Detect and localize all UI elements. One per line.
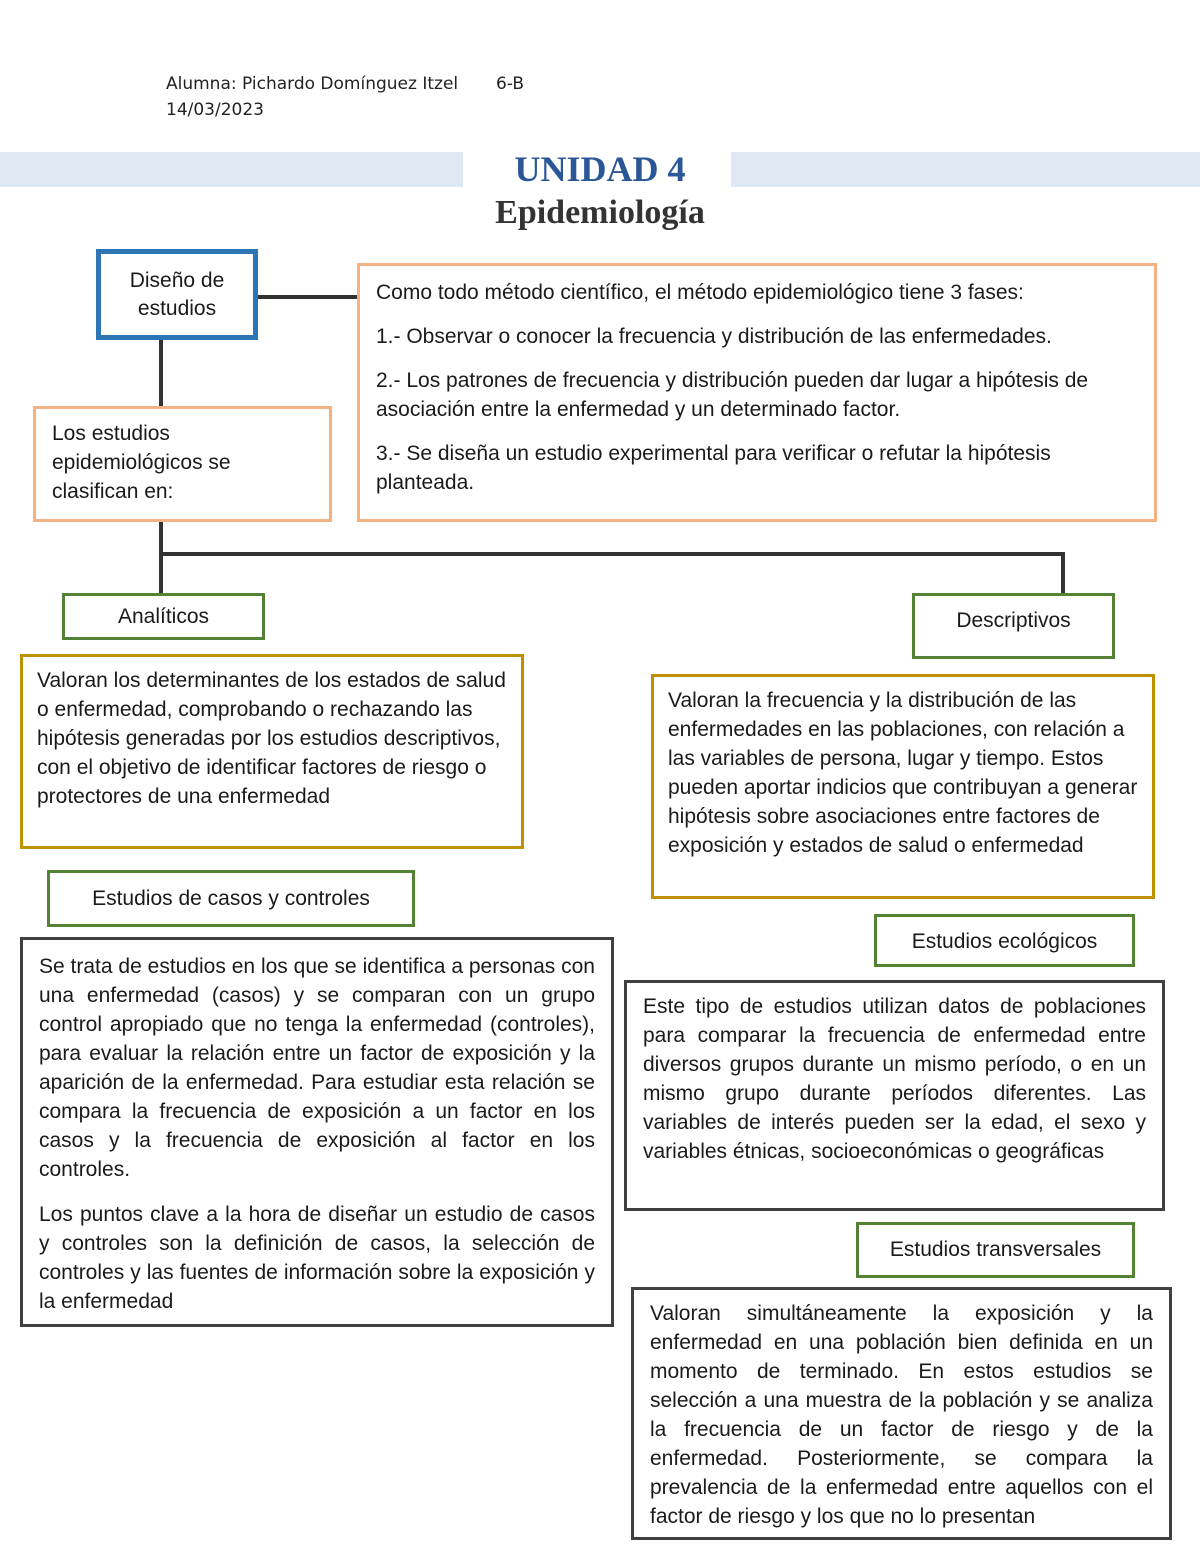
- ecological-label: Estudios ecológicos: [911, 930, 1098, 953]
- case-control-desc-2: Los puntos clave a la hora de diseñar un estudio de casos y controles son la definición de casos, la selección de controles y las fuentes de información sobre la exposición y la enfermedad: [39, 1203, 595, 1313]
- connector-design-classify: [159, 337, 163, 407]
- connector-branch-horizontal: [159, 552, 1064, 556]
- connector-classify-analytic: [159, 520, 163, 594]
- descriptive-label: Descriptivos: [956, 609, 1071, 632]
- student-group: 6-B: [496, 74, 525, 94]
- descriptive-desc: Valoran la frecuencia y la distribución de las enfermedades en las poblaciones, con relación a las variables de persona, lugar y tiempo. Estos pueden aportar indicios que contribuyan a generar hipótesis sobre asociaciones entre factores de exposición y estados de salud o enfermedad: [668, 689, 1138, 857]
- method-intro: Como todo método científico, el método epidemiológico tiene 3 fases:: [376, 281, 1024, 304]
- analytic-desc-box: [20, 654, 524, 849]
- connector-design-method: [256, 295, 360, 299]
- ecological-desc-box: [624, 980, 1165, 1211]
- descriptive-label-box: [912, 593, 1115, 659]
- case-control-label-box: [47, 870, 415, 927]
- method-phase-1: 1.- Observar o conocer la frecuencia y distribución de las enfermedades.: [376, 325, 1052, 348]
- cross-sectional-label: Estudios transversales: [889, 1238, 1102, 1261]
- student-name: Alumna: Pichardo Domínguez Itzel: [166, 74, 459, 94]
- cross-sectional-desc-box: [631, 1287, 1172, 1540]
- connector-branch-descriptive: [1061, 552, 1065, 594]
- case-control-desc-1: Se trata de estudios en los que se identifica a personas con una enfermedad (casos) y se comparan con un grupo control apropiado que no tenga la enfermedad (controles), para evaluar la relación entre un factor de exposición y la aparición de la enfermedad. Para estudiar esta relación se compara la frecuencia de exposición a un factor en los casos y la frecuencia de exposición al factor en los controles.: [39, 955, 595, 1181]
- method-phase-2: 2.- Los patrones de frecuencia y distribución pueden dar lugar a hipótesis de asociación entre la enfermedad y un determinado factor.: [376, 369, 1089, 421]
- analytic-label-box: [62, 593, 265, 640]
- cross-sectional-desc: Valoran simultáneamente la exposición y la enfermedad en una población bien definida en un momento de terminado. En estos estudios se selección a una muestra de la población y se analiza la frecuencia de un factor de riesgo y de la enfermedad. Posteriormente, se compara la prevalencia de la enfermedad entre aquellos con el factor de riesgo y los que no lo presentan: [650, 1302, 1153, 1528]
- document-date: 14/03/2023: [166, 100, 264, 120]
- ecological-desc: Este tipo de estudios utilizan datos de poblaciones para comparar la frecuencia de enfermedad entre diversos grupos durante un mismo período, o en un mismo grupo durante períodos diferentes. Las variables de interés pueden ser la edad, el sexo y variables étnicas, socioeconómicas o geográficas: [643, 995, 1146, 1163]
- unit-title: UNIDAD 4: [514, 149, 686, 189]
- subject-title: Epidemiología: [495, 194, 705, 231]
- method-phases-box: [357, 263, 1157, 522]
- case-control-desc-box: [20, 937, 614, 1327]
- case-control-label: Estudios de casos y controles: [92, 887, 370, 910]
- descriptive-desc-box: [651, 674, 1155, 899]
- design-node: [96, 249, 258, 340]
- design-label: Diseño de estudios: [129, 268, 225, 320]
- method-phase-3: 3.- Se diseña un estudio experimental para verificar o refutar la hipótesis planteada.: [376, 442, 1051, 494]
- ecological-label-box: [874, 914, 1135, 967]
- analytic-desc: Valoran los determinantes de los estados de salud o enfermedad, comprobando o rechazando las hipótesis generadas por los estudios descriptivos, con el objetivo de identificar factores de riesgo o protectores de una enfermedad: [37, 669, 506, 808]
- classify-node: [33, 406, 332, 522]
- analytic-label: Analíticos: [117, 605, 210, 628]
- classify-text: Los estudios epidemiológicos se clasifican en:: [52, 422, 231, 503]
- cross-sectional-label-box: [856, 1222, 1135, 1278]
